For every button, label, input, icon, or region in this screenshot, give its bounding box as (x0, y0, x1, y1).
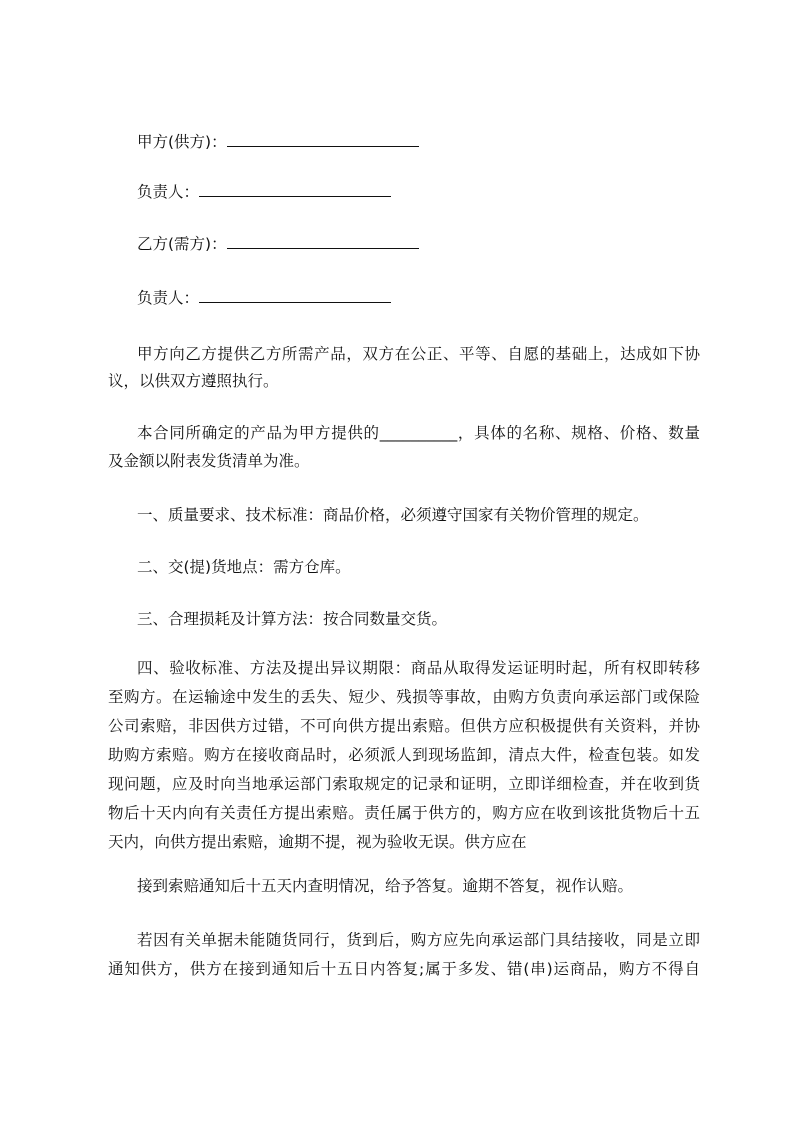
field-label: 甲方(供方)： (137, 133, 227, 151)
supplier-blank[interactable] (227, 132, 419, 147)
clause-1-quality: 一、质量要求、技术标准：商品价格，必须遵守国家有关物价管理的规定。 (137, 506, 649, 524)
text-line: 四、验收标准、方法及提出异议期限：商品从取得发运证明时起，所有权即转移 (137, 659, 700, 677)
text-line: 甲方向乙方提供乙方所需产品，双方在公正、平等、自愿的基础上，达成如下协 (137, 345, 700, 363)
clause-3-loss: 三、合理损耗及计算方法：按合同数量交货。 (137, 610, 448, 628)
text-line: 公司索赔，非因供方过错，不可向供方提出索赔。但供方应积极提供有关资料，并协 (108, 717, 700, 735)
field-label: 乙方(需方)： (137, 235, 227, 253)
buyer-contact-field (137, 288, 391, 308)
text-line: 若因有关单据未能随货同行，货到后，购方应先向承运部门具结接收，同是立即 (137, 931, 700, 949)
text-line: 天内，向供方提出索赔，逾期不提，视为验收无误。供方应在 (108, 833, 527, 851)
paragraph-claim-reply: 接到索赔通知后十五天内查明情况，给予答复。逾期不答复，视作认赔。 (137, 877, 634, 895)
buyer-contact-blank[interactable] (199, 288, 391, 303)
clause-2-delivery: 二、交(提)货地点：需方仓库。 (137, 558, 351, 576)
supplier-contact-blank[interactable] (199, 182, 391, 197)
text-line: 至购方。在运输途中发生的丢失、短少、残损等事故，由购方负责向承运部门或保险 (108, 688, 700, 706)
buyer-field (137, 234, 419, 254)
text-line: 现问题，应及时向当地承运部门索取规定的记录和证明，立即详细检查，并在收到货 (108, 775, 700, 793)
text-line: 及金额以附表发货清单为准。 (108, 452, 310, 470)
field-label: 负责人： (137, 183, 200, 201)
text-line: 物后十天内向有关责任方提出索赔。责任属于供方的，购方应在收到该批货物后十五 (108, 804, 700, 822)
text-line: 助购方索赔。购方在接收商品时，必须派人到现场监卸，清点大件，检查包装。如发 (108, 746, 700, 764)
text-line: 议，以供双方遵照执行。 (108, 372, 279, 390)
supplier-contact-field (137, 182, 391, 202)
text-line: 本合同所确定的产品为甲方提供的__________，具体的名称、规格、价格、数量 (137, 424, 700, 442)
buyer-blank[interactable] (227, 234, 419, 249)
supplier-field (137, 132, 419, 152)
text-line: 通知供方，供方在接到通知后十五日内答复;属于多发、错(串)运商品，购方不得自 (108, 960, 700, 978)
field-label: 负责人： (137, 289, 200, 307)
